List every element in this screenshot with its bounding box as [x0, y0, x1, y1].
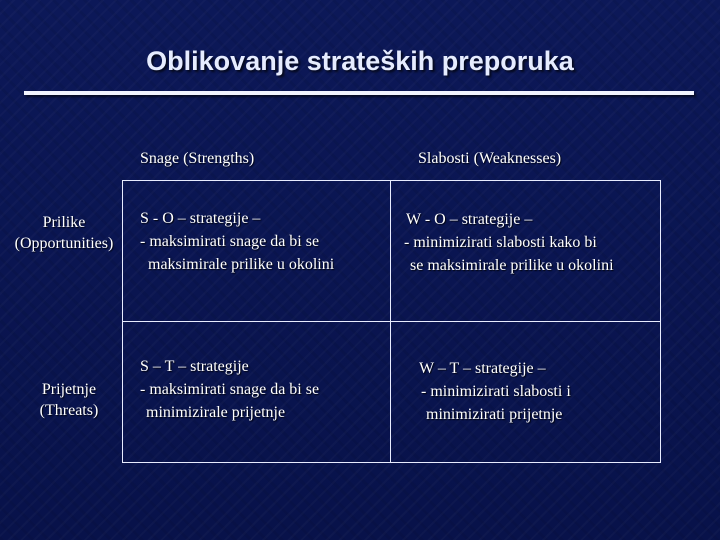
- cell-so-strategies: [140, 207, 334, 276]
- column-header-weaknesses: Slabosti (Weaknesses): [418, 150, 562, 167]
- column-header-strengths: Snage (Strengths): [140, 150, 255, 167]
- cell-so-line2: - maksimirati snage da bi se: [140, 233, 320, 250]
- cell-st-strategies: [140, 355, 319, 424]
- cell-wo-strategies: [404, 208, 614, 277]
- row-header-threats-label: Prijetnje: [41, 381, 97, 398]
- cell-wt-strategies: [419, 357, 571, 426]
- cell-wt-line2: - minimizirati slabosti i: [421, 383, 571, 400]
- cell-wt-heading: W – T – strategije –: [419, 360, 546, 377]
- grid-top-line: [122, 180, 661, 181]
- row-header-opportunities-label: Prilike: [42, 214, 86, 231]
- cell-st-line2: - maksimirati snage da bi se: [140, 381, 320, 398]
- grid-center-line: [390, 180, 391, 463]
- cell-st-heading: S – T – strategije: [140, 358, 249, 375]
- row-header-opportunities: [5, 212, 123, 254]
- cell-wo-heading: W - O – strategije –: [406, 211, 533, 228]
- cell-wo-line3: se maksimirale prilike u okolini: [410, 257, 614, 274]
- cell-so-line3: maksimirale prilike u okolini: [148, 256, 335, 273]
- cell-wt-line3: minimizirati prijetnje: [426, 406, 563, 423]
- grid-bottom-line: [122, 462, 661, 463]
- cell-so-heading: S - O – strategije –: [140, 210, 261, 227]
- cell-st-line3: minimizirale prijetnje: [146, 404, 286, 421]
- row-header-threats: [10, 379, 128, 421]
- row-header-opportunities-sub: (Opportunities): [14, 235, 114, 252]
- grid-middle-line: [122, 321, 661, 322]
- title-underline: [24, 91, 694, 95]
- grid-right-line: [660, 180, 661, 463]
- cell-wo-line2: - minimizirati slabosti kako bi: [404, 234, 597, 251]
- row-header-threats-sub: (Threats): [39, 402, 99, 419]
- slide-title: Oblikovanje strateških preporuka: [146, 46, 574, 76]
